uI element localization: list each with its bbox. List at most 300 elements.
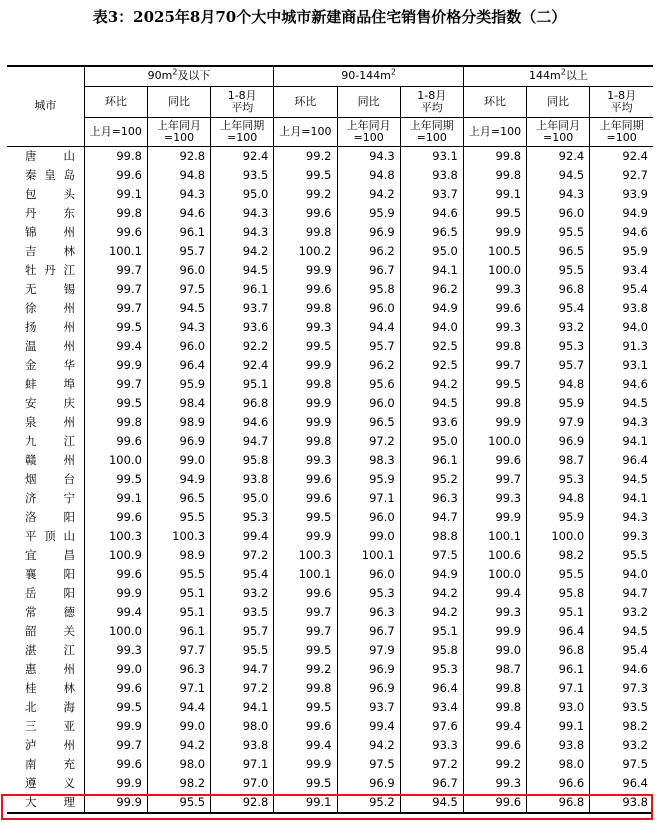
city-name: 徐 州: [25, 301, 75, 315]
index-value: 99.5: [84, 394, 147, 413]
index-value: 96.4: [590, 774, 653, 793]
index-value: 99.5: [84, 698, 147, 717]
index-value: 94.8: [527, 375, 590, 394]
index-value: 99.9: [274, 527, 337, 546]
index-value: 97.1: [147, 679, 210, 698]
index-value: 99.6: [463, 299, 526, 318]
sub-header: 同比: [527, 87, 590, 118]
index-value: 94.7: [211, 432, 274, 451]
index-value: 99.8: [463, 394, 526, 413]
index-value: 100.3: [274, 546, 337, 565]
index-value: 94.6: [400, 204, 463, 223]
index-value: 95.1: [147, 603, 210, 622]
table-title: 表3：2025年8月70个大中城市新建商品住宅销售价格分类指数（二）: [92, 8, 567, 26]
index-value: 91.3: [590, 337, 653, 356]
index-value: 95.7: [337, 337, 400, 356]
city-name: 赣 州: [25, 453, 75, 467]
table-row: [7, 299, 653, 318]
index-value: 96.6: [527, 774, 590, 793]
index-value: 98.0: [211, 717, 274, 736]
index-value: 99.6: [274, 717, 337, 736]
index-value: 99.6: [84, 166, 147, 185]
index-value: 94.2: [211, 242, 274, 261]
index-value: 96.5: [147, 489, 210, 508]
index-value: 100.3: [84, 527, 147, 546]
city-name: 吉 林: [25, 244, 75, 258]
index-value: 97.5: [400, 546, 463, 565]
index-value: 94.5: [527, 166, 590, 185]
city-name: 锦 州: [25, 225, 75, 239]
table-row: [7, 470, 653, 489]
index-value: 93.5: [590, 698, 653, 717]
sub-header: 环比: [84, 87, 147, 118]
index-value: 99.1: [84, 489, 147, 508]
index-value: 94.6: [590, 223, 653, 242]
city-name: 平 顶 山: [25, 529, 75, 543]
unit-header: 上年同月 =100: [527, 118, 590, 147]
index-value: 97.5: [337, 755, 400, 774]
index-value: 94.1: [211, 698, 274, 717]
table-row: [7, 508, 653, 527]
price-index-table: [7, 66, 653, 814]
index-value: 95.8: [527, 584, 590, 603]
group-header: $90m^2$及以下: [84, 66, 274, 87]
index-value: 92.4: [211, 356, 274, 375]
index-value: 94.9: [400, 565, 463, 584]
index-value: 99.6: [274, 584, 337, 603]
city-name: 烟 台: [25, 472, 75, 486]
city-name: 三 亚: [25, 719, 75, 733]
index-value: 94.3: [337, 147, 400, 167]
city-header: 城市: [7, 66, 84, 147]
index-value: 99.9: [84, 584, 147, 603]
index-value: 96.4: [590, 451, 653, 470]
index-value: 94.2: [400, 584, 463, 603]
index-value: 94.1: [400, 261, 463, 280]
index-value: 95.4: [527, 299, 590, 318]
index-value: 99.8: [274, 679, 337, 698]
index-value: 99.8: [84, 147, 147, 167]
index-value: 96.1: [147, 223, 210, 242]
index-value: 99.8: [463, 166, 526, 185]
index-value: 96.8: [527, 793, 590, 813]
index-value: 99.7: [84, 280, 147, 299]
index-value: 95.9: [527, 394, 590, 413]
index-value: 99.9: [274, 261, 337, 280]
group-header: $144m^2$以上: [463, 66, 653, 87]
index-value: 99.0: [147, 717, 210, 736]
index-value: 95.1: [527, 603, 590, 622]
unit-header: 上年同期 =100: [400, 118, 463, 147]
index-value: 94.3: [590, 413, 653, 432]
index-value: 99.2: [274, 660, 337, 679]
index-value: 96.0: [337, 394, 400, 413]
index-value: 99.8: [463, 679, 526, 698]
table-row: [7, 356, 653, 375]
city-name: 秦 皇 岛: [25, 168, 75, 182]
city-name: 九 江: [25, 434, 75, 448]
index-value: 94.9: [590, 204, 653, 223]
index-value: 92.7: [590, 166, 653, 185]
index-value: 99.8: [274, 432, 337, 451]
index-value: 96.4: [147, 356, 210, 375]
table-row: [7, 318, 653, 337]
index-value: 99.9: [274, 356, 337, 375]
index-value: 99.0: [147, 451, 210, 470]
index-value: 99.7: [463, 356, 526, 375]
index-value: 95.3: [211, 508, 274, 527]
index-value: 94.5: [590, 622, 653, 641]
city-name: 温 州: [25, 339, 75, 353]
city-name: 襄 阳: [25, 567, 75, 581]
index-value: 99.0: [463, 641, 526, 660]
index-value: 99.7: [274, 622, 337, 641]
index-value: 93.6: [211, 318, 274, 337]
index-value: 97.3: [590, 679, 653, 698]
index-value: 94.5: [211, 261, 274, 280]
index-value: 96.7: [400, 774, 463, 793]
index-value: 95.3: [337, 584, 400, 603]
index-value: 99.9: [463, 622, 526, 641]
table-row: [7, 565, 653, 584]
index-value: 97.6: [400, 717, 463, 736]
index-value: 98.7: [527, 451, 590, 470]
index-value: 96.2: [337, 242, 400, 261]
index-value: 99.5: [274, 508, 337, 527]
city-name: 牡 丹 江: [25, 263, 75, 277]
sub-header: 1-8月 平均: [211, 87, 274, 118]
city-name: 安 庆: [25, 396, 75, 410]
table-row: [7, 223, 653, 242]
index-value: 97.9: [337, 641, 400, 660]
sub-header: 1-8月 平均: [590, 87, 653, 118]
sub-header: 环比: [274, 87, 337, 118]
index-value: 96.0: [337, 508, 400, 527]
index-value: 99.4: [274, 736, 337, 755]
index-value: 99.9: [84, 356, 147, 375]
index-value: 97.0: [211, 774, 274, 793]
index-value: 99.3: [463, 280, 526, 299]
index-value: 99.6: [84, 755, 147, 774]
index-value: 99.3: [463, 489, 526, 508]
index-value: 99.9: [274, 755, 337, 774]
index-value: 95.3: [400, 660, 463, 679]
index-value: 98.7: [463, 660, 526, 679]
table-row: [7, 375, 653, 394]
index-value: 99.6: [463, 793, 526, 813]
index-value: 95.1: [147, 584, 210, 603]
index-value: 96.4: [527, 622, 590, 641]
index-value: 94.3: [211, 204, 274, 223]
index-value: 92.4: [590, 147, 653, 167]
index-value: 95.9: [147, 375, 210, 394]
index-value: 99.8: [274, 299, 337, 318]
index-value: 100.9: [84, 546, 147, 565]
index-value: 99.9: [84, 774, 147, 793]
index-value: 94.9: [400, 299, 463, 318]
index-value: 94.4: [147, 698, 210, 717]
unit-header: 上年同月 =100: [337, 118, 400, 147]
city-name: 岳 阳: [25, 586, 75, 600]
sub-header: 同比: [337, 87, 400, 118]
index-value: 94.6: [211, 413, 274, 432]
index-value: 99.8: [84, 413, 147, 432]
index-value: 96.2: [400, 280, 463, 299]
index-value: 99.0: [337, 527, 400, 546]
index-value: 98.0: [147, 755, 210, 774]
index-value: 95.9: [337, 470, 400, 489]
index-value: 99.5: [463, 375, 526, 394]
index-value: 95.8: [211, 451, 274, 470]
index-value: 99.6: [274, 204, 337, 223]
index-value: 97.2: [211, 546, 274, 565]
index-value: 100.0: [463, 261, 526, 280]
index-value: 93.7: [211, 299, 274, 318]
index-value: 100.1: [337, 546, 400, 565]
index-value: 94.2: [147, 736, 210, 755]
index-value: 93.2: [211, 584, 274, 603]
index-value: 94.6: [590, 660, 653, 679]
index-value: 94.2: [400, 603, 463, 622]
index-value: 99.7: [274, 603, 337, 622]
city-name: 惠 州: [25, 662, 75, 676]
index-value: 99.1: [84, 185, 147, 204]
index-value: 95.5: [527, 565, 590, 584]
table-row: [7, 755, 653, 774]
index-value: 100.2: [274, 242, 337, 261]
index-value: 99.9: [463, 413, 526, 432]
index-value: 100.1: [463, 527, 526, 546]
index-value: 96.0: [147, 261, 210, 280]
index-value: 96.9: [337, 679, 400, 698]
index-value: 99.1: [463, 185, 526, 204]
index-value: 99.5: [274, 337, 337, 356]
unit-header: 上月=100: [274, 118, 337, 147]
index-value: 95.5: [527, 223, 590, 242]
index-value: 99.5: [84, 470, 147, 489]
index-value: 93.8: [527, 736, 590, 755]
index-value: 97.2: [211, 679, 274, 698]
index-value: 94.0: [400, 318, 463, 337]
index-value: 95.1: [400, 622, 463, 641]
index-value: 97.7: [147, 641, 210, 660]
index-value: 96.5: [337, 413, 400, 432]
index-value: 94.7: [590, 584, 653, 603]
index-value: 94.1: [590, 432, 653, 451]
index-value: 99.7: [84, 375, 147, 394]
index-value: 95.0: [400, 432, 463, 451]
index-value: 94.2: [400, 375, 463, 394]
index-value: 96.7: [337, 261, 400, 280]
index-value: 99.9: [463, 508, 526, 527]
index-value: 96.9: [337, 660, 400, 679]
index-value: 99.5: [274, 698, 337, 717]
index-value: 96.3: [400, 489, 463, 508]
index-value: 97.5: [147, 280, 210, 299]
index-value: 99.6: [274, 489, 337, 508]
index-value: 95.0: [211, 489, 274, 508]
index-value: 99.4: [463, 584, 526, 603]
index-value: 93.0: [527, 698, 590, 717]
table-row: [7, 394, 653, 413]
city-name: 韶 关: [25, 624, 75, 638]
index-value: 99.9: [274, 413, 337, 432]
index-value: 100.0: [84, 451, 147, 470]
index-value: 93.2: [527, 318, 590, 337]
index-value: 99.9: [274, 394, 337, 413]
index-value: 98.9: [147, 546, 210, 565]
index-value: 95.5: [590, 546, 653, 565]
index-value: 92.5: [400, 356, 463, 375]
city-name: 大 理: [7, 793, 84, 813]
index-value: 95.4: [211, 565, 274, 584]
city-name: 湛 江: [25, 643, 75, 657]
index-value: 93.8: [590, 793, 653, 813]
index-value: 94.4: [337, 318, 400, 337]
index-value: 92.4: [211, 147, 274, 167]
index-value: 95.8: [400, 641, 463, 660]
index-value: 96.9: [337, 223, 400, 242]
city-name: 扬 州: [25, 320, 75, 334]
table-row: [7, 679, 653, 698]
table-row: [7, 660, 653, 679]
city-name: 唐 山: [25, 149, 75, 163]
table-row: [7, 546, 653, 565]
group-header: $90-144m^2$: [274, 66, 464, 87]
index-value: 96.5: [527, 242, 590, 261]
table-row: [7, 242, 653, 261]
index-value: 99.9: [463, 223, 526, 242]
index-value: 99.3: [590, 527, 653, 546]
index-value: 93.2: [590, 736, 653, 755]
unit-header: 上月=100: [463, 118, 526, 147]
index-value: 97.1: [337, 489, 400, 508]
city-name: 泸 州: [25, 738, 75, 752]
unit-header: 上月=100: [84, 118, 147, 147]
index-value: 99.6: [84, 432, 147, 451]
index-value: 94.5: [400, 793, 463, 813]
city-name: 常 德: [25, 605, 75, 619]
index-value: 93.8: [400, 166, 463, 185]
index-value: 93.4: [590, 261, 653, 280]
index-value: 96.3: [147, 660, 210, 679]
index-value: 100.1: [274, 565, 337, 584]
city-name: 遵 义: [25, 776, 75, 790]
table-row: [7, 204, 653, 223]
index-value: 94.8: [337, 166, 400, 185]
index-value: 96.8: [211, 394, 274, 413]
index-value: 99.5: [463, 204, 526, 223]
index-value: 92.5: [400, 337, 463, 356]
sub-header: 同比: [147, 87, 210, 118]
index-value: 99.8: [274, 223, 337, 242]
index-value: 100.0: [463, 432, 526, 451]
index-value: 100.5: [463, 242, 526, 261]
table-row: [7, 774, 653, 793]
index-value: 93.6: [400, 413, 463, 432]
index-value: 95.8: [337, 280, 400, 299]
index-value: 97.5: [590, 755, 653, 774]
index-value: 99.3: [274, 451, 337, 470]
index-value: 99.6: [274, 470, 337, 489]
index-value: 94.2: [337, 736, 400, 755]
index-value: 99.6: [463, 451, 526, 470]
index-value: 99.7: [84, 736, 147, 755]
index-value: 93.7: [400, 185, 463, 204]
city-name: 蚌 埠: [25, 377, 75, 391]
index-value: 94.8: [147, 166, 210, 185]
index-value: 93.8: [211, 736, 274, 755]
index-value: 95.5: [147, 793, 210, 813]
index-value: 99.7: [84, 299, 147, 318]
index-value: 94.3: [590, 508, 653, 527]
index-value: 94.7: [400, 508, 463, 527]
index-value: 99.6: [463, 736, 526, 755]
index-value: 99.4: [337, 717, 400, 736]
index-value: 98.9: [147, 413, 210, 432]
index-value: 99.3: [84, 641, 147, 660]
index-value: 99.5: [84, 318, 147, 337]
city-name: 泉 州: [25, 415, 75, 429]
index-value: 99.7: [463, 470, 526, 489]
index-value: 99.8: [463, 698, 526, 717]
index-value: 99.1: [527, 717, 590, 736]
index-value: 99.6: [84, 679, 147, 698]
index-value: 98.2: [590, 717, 653, 736]
index-value: 99.6: [84, 565, 147, 584]
index-value: 100.0: [463, 565, 526, 584]
index-value: 95.4: [590, 641, 653, 660]
index-value: 98.4: [147, 394, 210, 413]
table-row: [7, 641, 653, 660]
index-value: 95.6: [337, 375, 400, 394]
index-value: 96.4: [400, 679, 463, 698]
index-value: 94.8: [527, 489, 590, 508]
table-row: [7, 166, 653, 185]
index-value: 97.1: [527, 679, 590, 698]
index-value: 95.5: [147, 508, 210, 527]
city-name: 北 海: [25, 700, 75, 714]
index-value: 92.2: [211, 337, 274, 356]
index-value: 93.1: [590, 356, 653, 375]
index-value: 97.2: [400, 755, 463, 774]
index-value: 99.3: [463, 318, 526, 337]
index-value: 92.8: [211, 793, 274, 813]
index-value: 99.4: [211, 527, 274, 546]
index-value: 99.4: [463, 717, 526, 736]
city-name: 无 锡: [25, 282, 75, 296]
index-value: 95.9: [590, 242, 653, 261]
index-value: 99.6: [274, 280, 337, 299]
index-value: 95.1: [211, 375, 274, 394]
index-value: 94.9: [147, 470, 210, 489]
table-row: [7, 698, 653, 717]
index-value: 97.2: [337, 432, 400, 451]
index-value: 96.9: [337, 774, 400, 793]
table-row: [7, 261, 653, 280]
index-value: 93.5: [211, 166, 274, 185]
index-value: 96.1: [147, 622, 210, 641]
index-value: 95.7: [211, 622, 274, 641]
index-value: 99.9: [84, 717, 147, 736]
unit-header: 上年同月 =100: [147, 118, 210, 147]
index-value: 98.2: [147, 774, 210, 793]
table-row: [7, 451, 653, 470]
index-value: 96.0: [147, 337, 210, 356]
city-name: 丹 东: [25, 206, 75, 220]
index-value: 94.6: [590, 375, 653, 394]
index-value: 95.0: [400, 242, 463, 261]
